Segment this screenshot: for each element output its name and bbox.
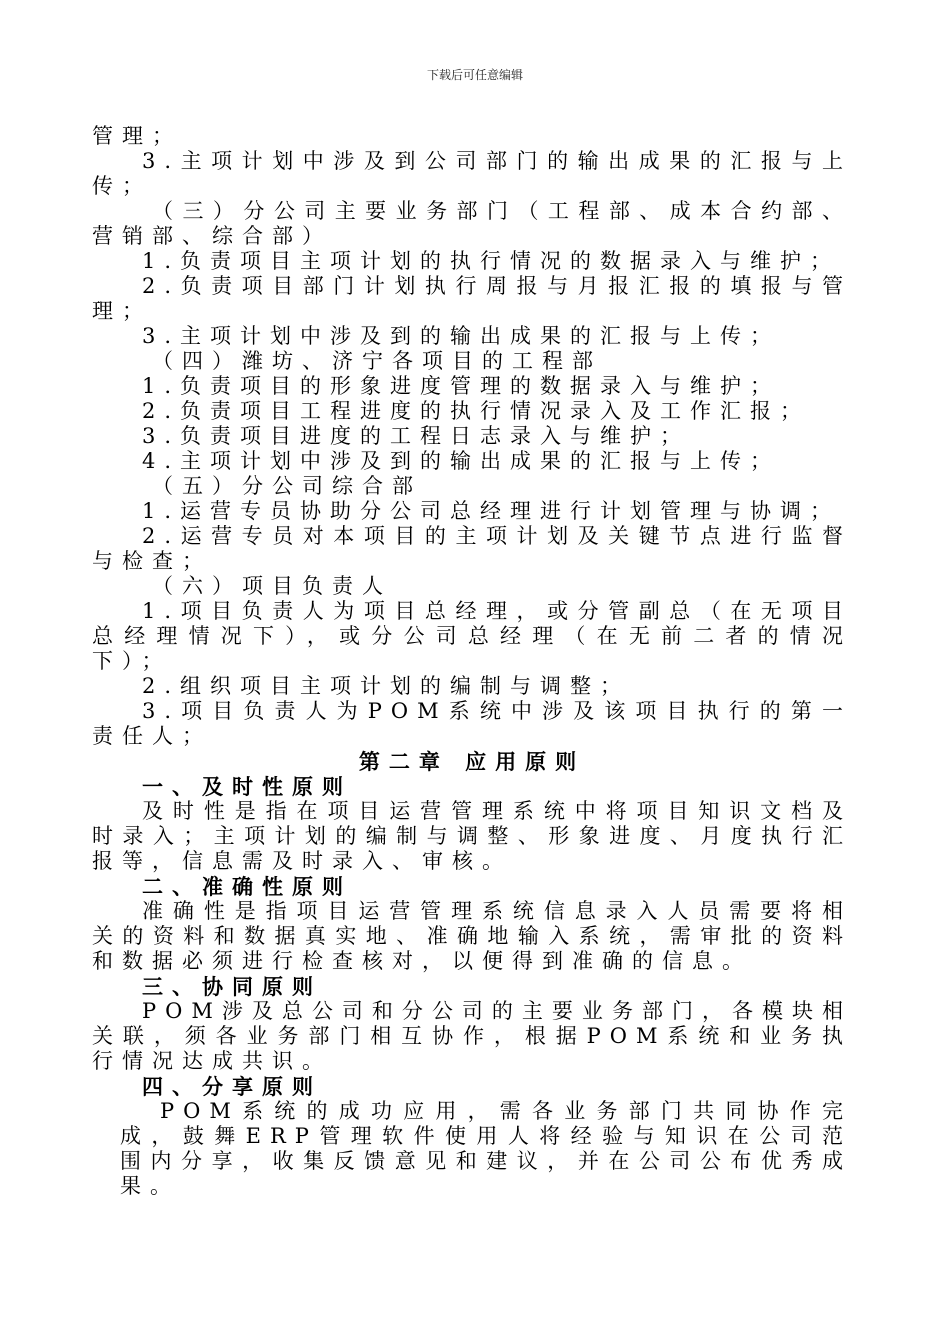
paragraph: 1.负责项目主项计划的执行情况的数据录入与维护； <box>142 249 841 273</box>
chapter-title: 第二章 应用原则 <box>358 749 586 774</box>
paragraph: 3.负责项目进度的工程日志录入与维护； <box>142 424 691 448</box>
principle-heading: 三、协同原则 <box>142 974 322 999</box>
paragraph: 3.主项计划中涉及到的输出成果的汇报与上传； <box>142 324 781 348</box>
paragraph: 1.负责项目的形象进度管理的数据录入与维护； <box>142 374 781 398</box>
section-heading: （六）项目负责人 <box>152 574 392 598</box>
paragraph: POM涉及总公司和分公司的主要业务部门，各模块相关联，须各业务部门相互协作，根据POM系统和业务执行情况达成共识。 <box>92 999 852 1073</box>
paragraph: 1.运营专员协助分公司总经理进行计划管理与协调； <box>142 499 841 523</box>
paragraph: 3.主项计划中涉及到公司部门的输出成果的汇报与上传； <box>92 149 852 198</box>
paragraph: 2.运营专员对本项目的主项计划及关键节点进行监督与检查； <box>92 524 852 573</box>
section-heading: （五）分公司综合部 <box>152 474 422 498</box>
principle-heading: 四、分享原则 <box>142 1074 322 1099</box>
section-heading: （四）潍坊、济宁各项目的工程部 <box>152 349 602 373</box>
paragraph: 2.组织项目主项计划的编制与调整； <box>142 674 631 698</box>
paragraph: 1.项目负责人为项目总经理，或分管副总（在无项目总经理情况下），或分公司总经理（在无前二者的情况下）； <box>92 599 852 673</box>
paragraph: 准确性是指项目运营管理系统信息录入人员需要将相关的资料和数据真实地、准确地输入系统，需审批的资料和数据必须进行检查核对，以便得到准确的信息。 <box>92 899 852 973</box>
section-heading: （三）分公司主要业务部门（工程部、成本合约部、营销部、综合部） <box>92 199 852 248</box>
paragraph: POM系统的成功应用，需各业务部门共同协作完成，鼓舞ERP管理软件使用人将经验与知识在公司范围内分享，收集反馈意见和建议，并在公司公布优秀成果。 <box>120 1099 852 1198</box>
paragraph: 管理； <box>92 124 182 148</box>
principle-heading: 二、准确性原则 <box>142 874 352 899</box>
page-header: 下载后可任意编辑 <box>426 68 523 82</box>
paragraph: 4.主项计划中涉及到的输出成果的汇报与上传； <box>142 449 781 473</box>
paragraph: 2.负责项目部门计划执行周报与月报汇报的填报与管理； <box>92 274 852 323</box>
paragraph: 2.负责项目工程进度的执行情况录入及工作汇报； <box>142 399 811 423</box>
paragraph: 3.项目负责人为POM系统中涉及该项目执行的第一责任人； <box>92 699 852 748</box>
paragraph: 及时性是指在项目运营管理系统中将项目知识文档及时录入；主项计划的编制与调整、形象进度、月度执行汇报等，信息需及时录入、审核。 <box>92 799 852 873</box>
principle-heading: 一、及时性原则 <box>142 774 352 799</box>
document-body <box>92 124 852 1199</box>
